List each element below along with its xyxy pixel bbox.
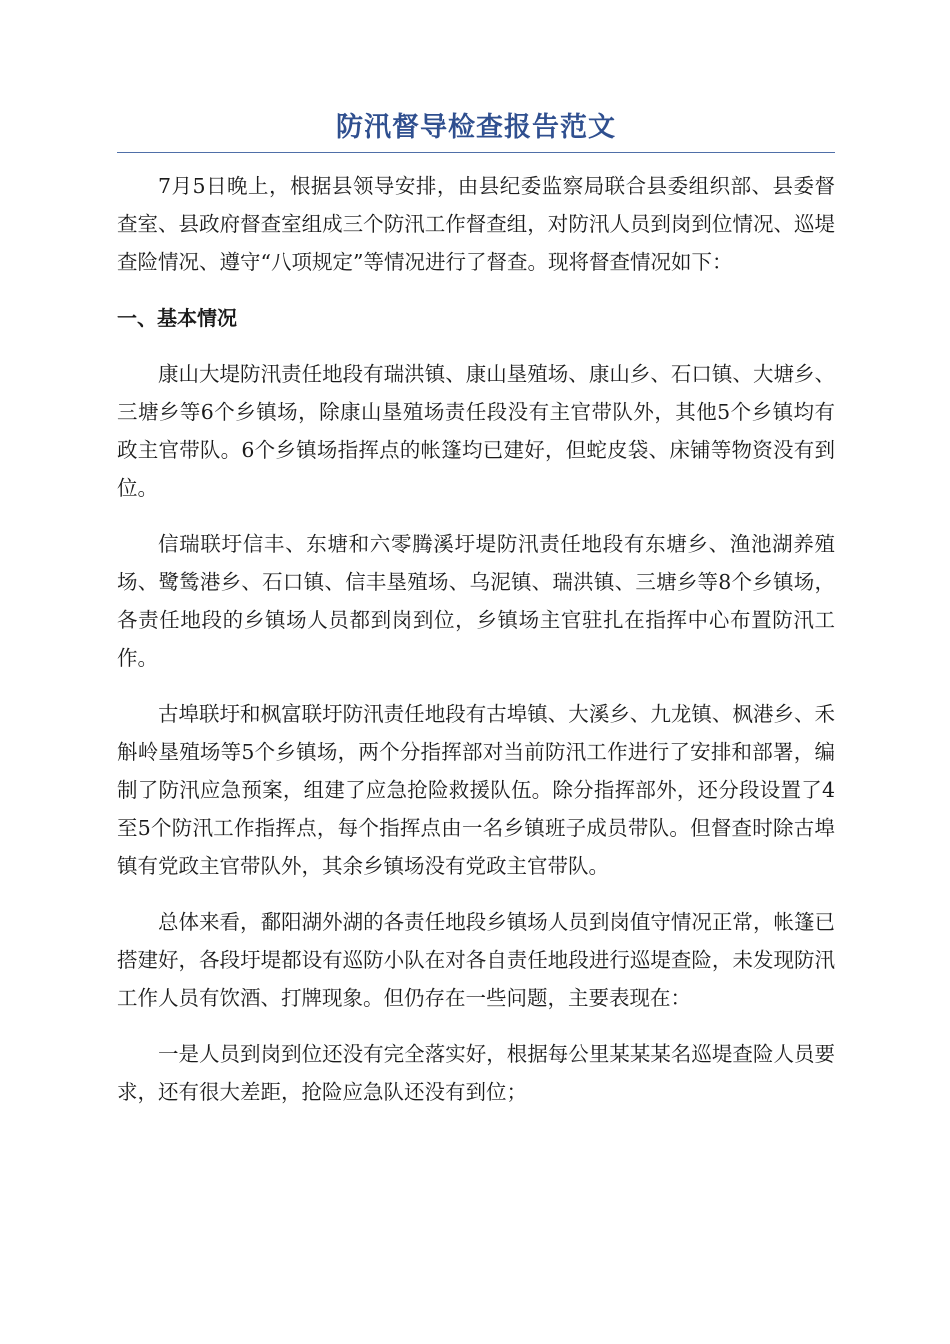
body-paragraph: 康山大堤防汛责任地段有瑞洪镇、康山垦殖场、康山乡、石口镇、大塘乡、三塘乡等6个乡镇场，除康山垦殖场责任段没有主官带队外，其他5个乡镇均有政主官带队。6个乡镇场指挥点的帐篷均已建好，但蛇皮袋、床铺等物资没有到位。 (117, 362, 835, 500)
body-paragraph: 古埠联圩和枫富联圩防汛责任地段有古埠镇、大溪乡、九龙镇、枫港乡、禾斛岭垦殖场等5个乡镇场，两个分指挥部对当前防汛工作进行了安排和部署，编制了防汛应急预案，组建了应急抢险救援队伍。除分指挥部外，还分段设置了4至5个防汛工作指挥点，每个指挥点由一名乡镇班子成员带队。但督查时除古埠镇有党政主官带队外，其余乡镇场没有党政主官带队。 (117, 702, 835, 878)
section-heading-basic: 一、基本情况 (117, 306, 237, 330)
document-title: 防汛督导检查报告范文 (336, 112, 616, 143)
title-underline (117, 152, 835, 153)
intro-paragraph: 7月5日晚上，根据县领导安排，由县纪委监察局联合县委组织部、县委督查室、县政府督查室组成三个防汛工作督查组，对防汛人员到岗到位情况、巡堤查险情况、遵守“八项规定”等情况进行了督查。现将督查情况如下： (117, 174, 835, 274)
body-paragraph: 信瑞联圩信丰、东塘和六零腾溪圩堤防汛责任地段有东塘乡、渔池湖养殖场、鹭鸶港乡、石口镇、信丰垦殖场、乌泥镇、瑞洪镇、三塘乡等8个乡镇场，各责任地段的乡镇场人员都到岗到位，乡镇场主官驻扎在指挥中心布置防汛工作。 (117, 532, 835, 670)
body-paragraph: 一是人员到岗到位还没有完全落实好，根据每公里某某某名巡堤查险人员要求，还有很大差距，抢险应急队还没有到位； (117, 1042, 835, 1104)
document-page (117, 108, 835, 1129)
body-paragraph: 总体来看，鄱阳湖外湖的各责任地段乡镇场人员到岗值守情况正常，帐篷已搭建好，各段圩堤都设有巡防小队在对各自责任地段进行巡堤查险，未发现防汛工作人员有饮酒、打牌现象。但仍存在一些问题，主要表现在： (117, 910, 835, 1010)
